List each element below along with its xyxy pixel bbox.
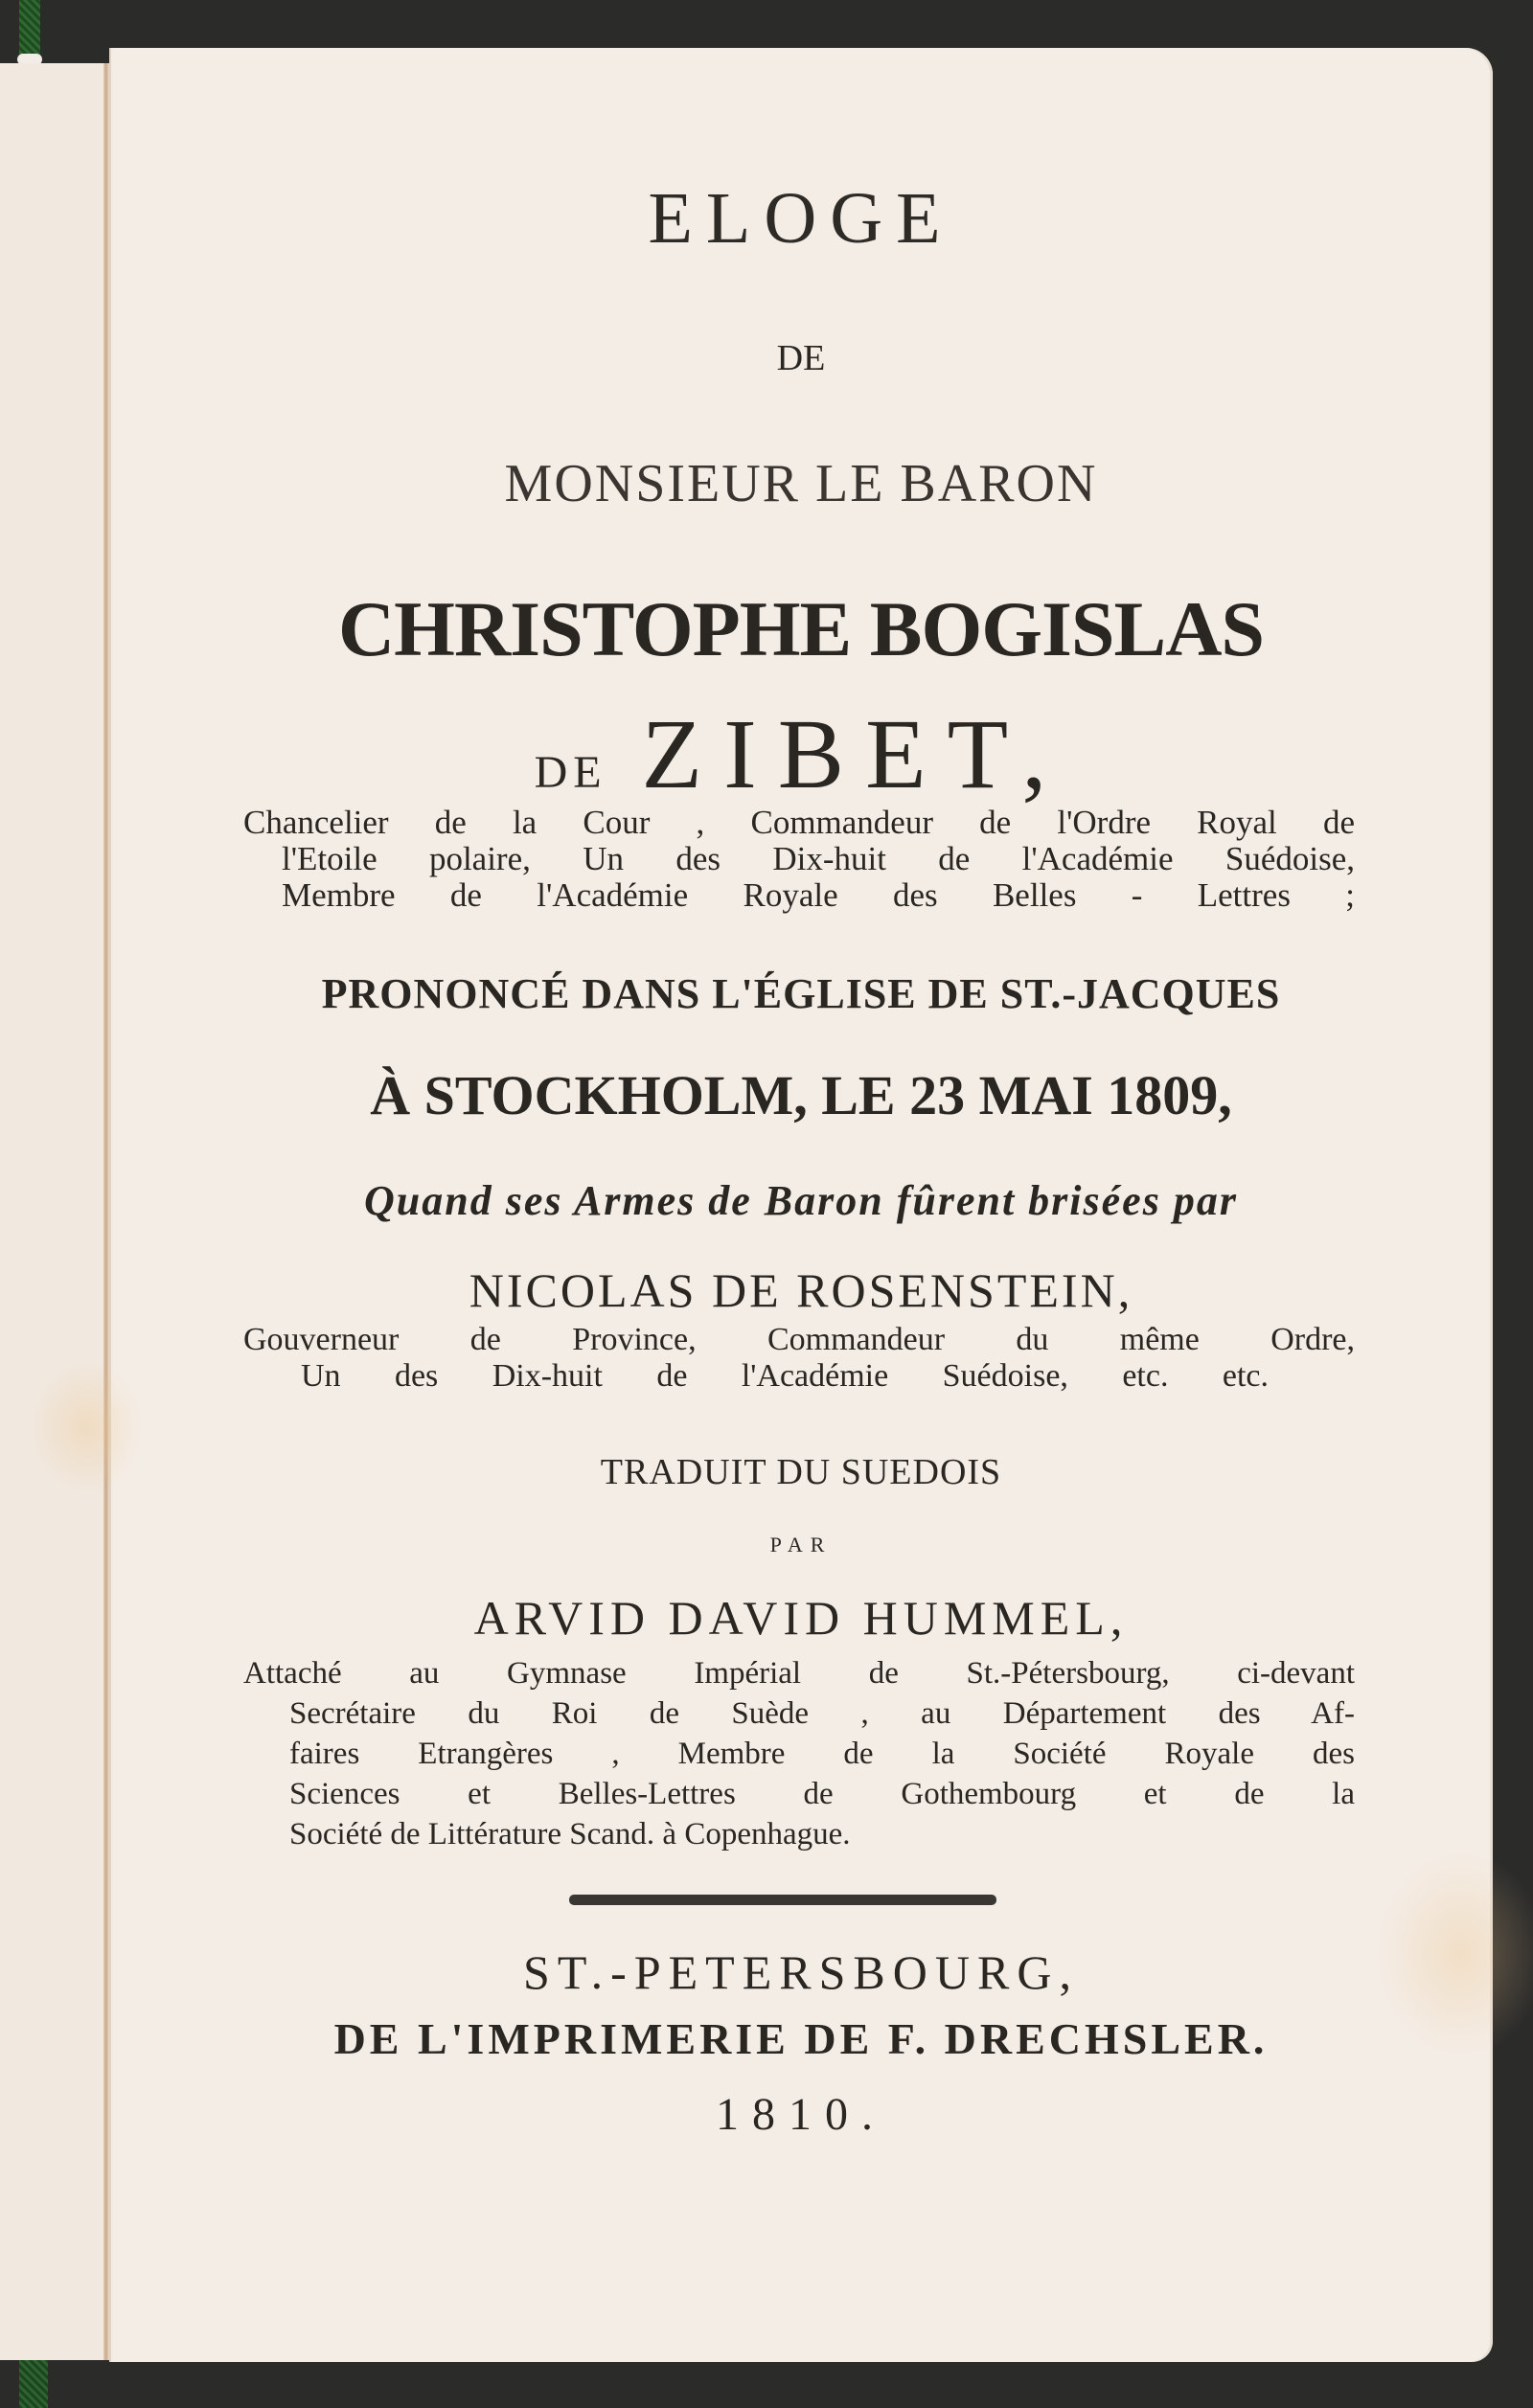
translator-title-line: Société de Littérature Scand. à Copenhague. bbox=[289, 1817, 851, 1851]
translator-name: ARVID DAVID HUMMEL, bbox=[473, 1591, 1129, 1645]
imprint-year: 1810. bbox=[716, 2089, 886, 2140]
occasion-circumstance: Quand ses Armes de Baron fûrent brisées par bbox=[364, 1177, 1238, 1224]
subject-titles bbox=[243, 805, 1355, 914]
orator-name: NICOLAS DE ROSENSTEIN, bbox=[469, 1263, 1133, 1317]
imprint-printer: DE L'IMPRIMERIE DE F. DRECHSLER. bbox=[333, 2014, 1269, 2063]
occasion-pronounced: PRONONCÉ DANS L'ÉGLISE DE ST.-JACQUES bbox=[321, 970, 1281, 1017]
title-particle: DE bbox=[534, 747, 607, 798]
translation-par: PAR bbox=[769, 1533, 833, 1556]
orator-title-line: Un des Dix-huit de l'Académie Suédoise, etc. etc. bbox=[301, 1358, 1269, 1394]
title-de: DE bbox=[776, 338, 826, 378]
orator-title-line: Gouverneur de Province, Commandeur du même Ordre, bbox=[243, 1322, 1355, 1357]
title-honorific: MONSIEUR LE BARON bbox=[504, 454, 1098, 513]
left-page-edge bbox=[0, 63, 109, 2360]
translator-title-line: Sciences et Belles-Lettres de Gothembourg et de la bbox=[289, 1777, 1355, 1811]
title-surname: ZIBET, bbox=[641, 699, 1068, 809]
occasion-place-date: À STOCKHOLM, LE 23 MAI 1809, bbox=[370, 1064, 1232, 1126]
translator-title-line: Attaché au Gymnase Impérial de St.-Pétersbourg, ci-devant bbox=[243, 1656, 1355, 1691]
translator-title-line: Secrétaire du Roi de Suède , au Département des Af- bbox=[289, 1696, 1355, 1731]
orator-titles bbox=[243, 1322, 1355, 1395]
title-surname-line bbox=[109, 697, 1493, 811]
bookmark-ribbon-bottom bbox=[19, 2360, 48, 2408]
subject-title-line: Membre de l'Académie Royale des Belles - Lettres ; bbox=[282, 876, 1355, 914]
divider-rule bbox=[569, 1895, 996, 1905]
title-eloge: ELOGE bbox=[648, 178, 954, 259]
subject-title-line: Chancelier de la Cour , Commandeur de l'Ordre Royal de bbox=[243, 804, 1355, 841]
bookmark-ribbon-top bbox=[19, 0, 40, 57]
translator-titles bbox=[243, 1653, 1355, 1854]
imprint-city: ST.-PETERSBOURG, bbox=[523, 1945, 1079, 1999]
translator-title-line: faires Etrangères , Membre de la Société Royale des bbox=[289, 1737, 1355, 1771]
translation-note: TRADUIT DU SUEDOIS bbox=[600, 1452, 1002, 1492]
subject-title-line: l'Etoile polaire, Un des Dix-huit de l'Académie Suédoise, bbox=[282, 840, 1355, 877]
title-given-names: CHRISTOPHE BOGISLAS bbox=[337, 585, 1265, 672]
